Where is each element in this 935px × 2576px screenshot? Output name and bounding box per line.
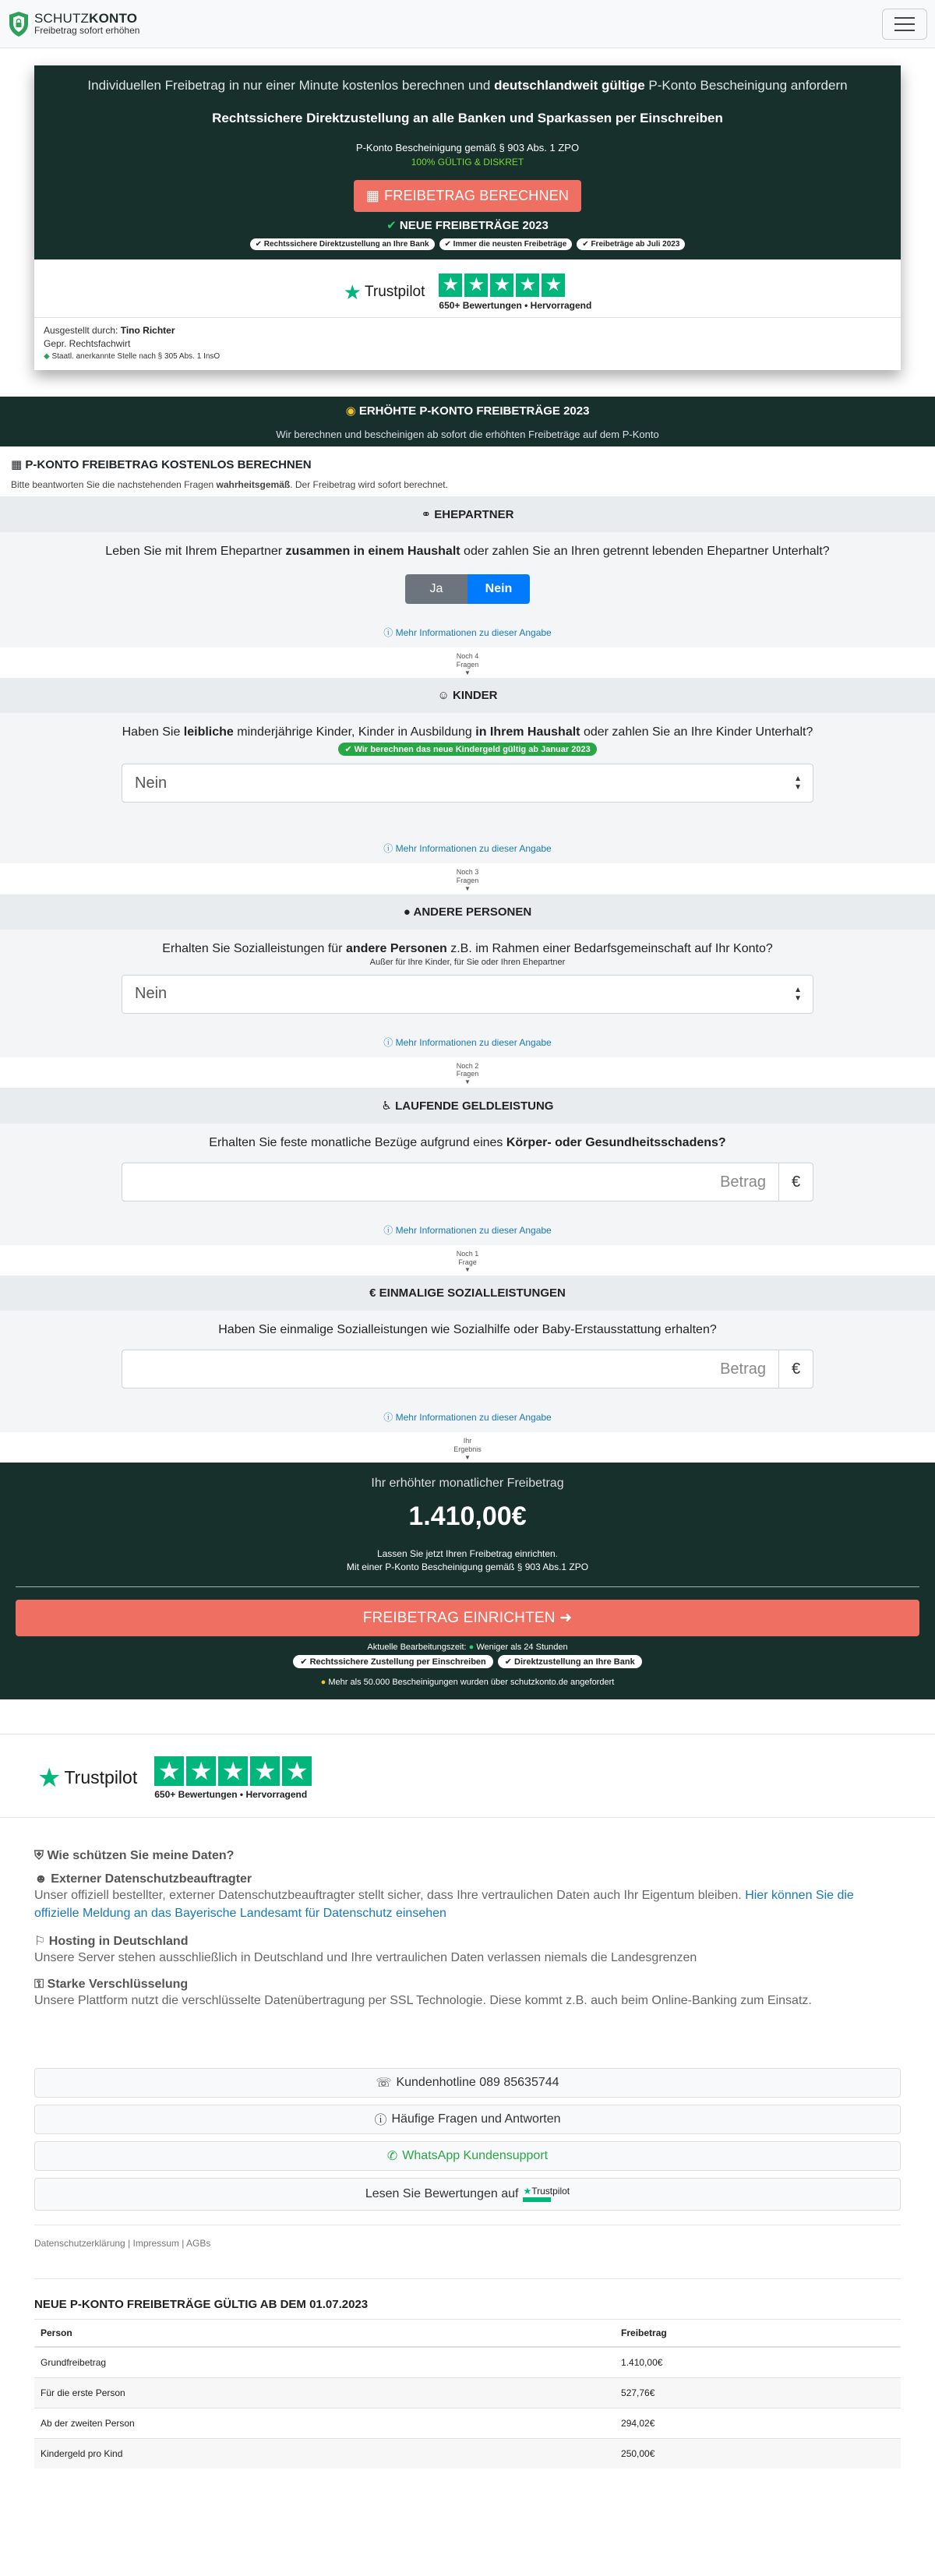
rating-text: 650+ Bewertungen • Hervorragend: [154, 1788, 308, 1800]
trustpilot-star-icon: ★: [37, 1763, 62, 1793]
trustpilot-mini-logo: ★Trustpilot: [523, 2186, 570, 2202]
question-benefit: Erhalten Sie feste monatliche Bezüge aufgrund eines Körper- oder Gesundheitsschadens?: [209, 1135, 726, 1149]
remaining-questions: Noch 2 Fragen ▼: [0, 1057, 935, 1088]
shield-icon: ⛨: [34, 1848, 44, 1862]
arrow-down-icon: ▼: [464, 885, 471, 893]
calculator-intro: ▦ P-KONTO FREIBETRAG KOSTENLOS BERECHNEN Bitte beantworten Sie die nachstehenden Fragen wahrheitsgemäß. Der Freibetrag wird sofort berechnet.: [11, 458, 448, 491]
info-icon: ⓘ: [383, 627, 393, 639]
star-icon: ★: [516, 273, 539, 297]
dpo-report-link[interactable]: Hier können Sie die offizielle Meldung an das Bayerische Landesamt für Datenschutz einsehen: [34, 1888, 854, 1920]
imprint-link[interactable]: Impressum: [132, 2237, 179, 2249]
kids-select[interactable]: Nein ▲ ▼: [122, 764, 813, 803]
section-spouse: [0, 532, 935, 648]
privacy-item: ☻ Externer Datenschutzbeauftragter Unser offiziell bestellter, externer Datenschutzbeauftragter stellt sicher, dass Ihre vertraulichen Daten auch Ihr Eigentum bleiben. Hier können Sie die offizielle Meldung an das Bayerische Landesamt für Datenschutz einsehen: [34, 1872, 854, 1920]
setup-allowance-button[interactable]: FREIBETRAG EINRICHTEN ➜: [16, 1600, 919, 1636]
question-circle-icon: ⓘ: [374, 2114, 387, 2128]
select-arrows-icon: ▲ ▼: [794, 775, 802, 792]
info-icon: ⓘ: [383, 843, 393, 855]
remaining-questions: Noch 3 Fragen ▼: [0, 863, 935, 894]
hamburger-line: [894, 23, 915, 25]
seal-icon: ◆: [44, 351, 50, 361]
section-benefit-header: ♿ LAUFENDE GELDLEISTUNG: [0, 1088, 935, 1124]
kindergeld-badge: ✔ Wir berechnen das neue Kindergeld gültig ab Januar 2023: [338, 743, 596, 756]
hamburger-icon: [894, 17, 915, 19]
more-info-link[interactable]: ⓘ Mehr Informationen zu dieser Angabe: [383, 1036, 552, 1048]
hero-legal: P-Konto Bescheinigung gemäß § 903 Abs. 1 ZPO: [355, 142, 580, 154]
check-circle-icon: ●: [320, 1677, 326, 1687]
request-count: ● Mehr als 50.000 Bescheinigungen wurden über schutzkonto.de angefordert: [320, 1677, 615, 1687]
privacy-item: ⚐ Hosting in Deutschland Unsere Server stehen ausschließlich in Deutschland und Ihre vertraulichen Daten verlassen niemals die Landesgrenzen: [34, 1935, 697, 1965]
star-icon: ★: [154, 1756, 184, 1786]
trustpilot-star-icon: ★: [523, 2185, 532, 2197]
rating-text: 650+ Bewertungen • Hervorragend: [439, 300, 592, 311]
result-label: Ihr erhöhter monatlicher Freibetrag: [371, 1477, 564, 1491]
star-icon: ★: [490, 273, 513, 297]
trustpilot-widget[interactable]: [34, 259, 901, 318]
result-text: Lassen Sie jetzt Ihren Freibetrag einrichten. Mit einer P-Konto Bescheinigung gemäß § 903 Abs.1 ZPO: [346, 1548, 589, 1573]
currency-addon: €: [779, 1163, 813, 1202]
question-others: Erhalten Sie Sozialleistungen für andere Personen z.B. im Rahmen einer Bedarfsgemeinschaft auf Ihr Konto?: [162, 941, 773, 955]
star-icon: ★: [464, 273, 488, 297]
hotline-button[interactable]: ☏ Kundenhotline 089 85635744: [34, 2068, 901, 2098]
trustpilot-logo: ★ Trustpilot: [343, 281, 425, 304]
currency-addon: €: [779, 1350, 813, 1389]
arrow-down-icon: ▼: [464, 669, 471, 676]
trustpilot-star-icon: ★: [343, 281, 362, 304]
question-spouse: Leben Sie mit Ihrem Ehepartner zusammen in einem Haushalt oder zahlen Sie an Ihren getrennt lebenden Ehepartner Unterhalt?: [105, 545, 830, 559]
band-text: Wir berechnen und bescheinigen ab sofort die erhöhten Freibeträge auf dem P-Konto: [276, 429, 659, 441]
table-row: Ab der zweiten Person 294,02€: [34, 2408, 901, 2438]
child-icon: ☺: [437, 689, 450, 703]
table-title: NEUE P-KONTO FREIBETRÄGE GÜLTIG AB DEM 01.07.2023: [34, 2297, 369, 2311]
terms-link[interactable]: AGBs: [186, 2237, 211, 2249]
more-info-link[interactable]: ⓘ Mehr Informationen zu dieser Angabe: [383, 843, 552, 855]
trustpilot-logo: ★ Trustpilot: [37, 1763, 138, 1793]
hero-card: [34, 65, 901, 370]
calculate-button-label: FREIBETRAG BERECHNEN: [384, 188, 570, 203]
calculator-icon: ▦: [365, 188, 380, 203]
processing-time: Aktuelle Bearbeitungszeit: ● Weniger als 24 Stunden: [367, 1642, 568, 1652]
wheelchair-icon: ♿: [381, 1099, 392, 1113]
pill: ✔ Rechtssichere Zustellung per Einschreiben: [293, 1655, 492, 1668]
brand-name: SCHUTZKONTO: [34, 11, 138, 26]
rating-stars: [439, 273, 591, 297]
rating-stars: [154, 1756, 312, 1786]
calculator-icon: ▦: [11, 458, 23, 472]
star-icon: ★: [542, 273, 565, 297]
info-icon: ⓘ: [383, 1224, 393, 1236]
remaining-questions: Noch 1 Frage ▼: [0, 1245, 935, 1276]
others-select[interactable]: Nein ▲ ▼: [122, 975, 813, 1014]
star-icon: ★: [439, 273, 462, 297]
info-icon: ⓘ: [383, 1036, 393, 1048]
flag-de-icon: ⚐: [34, 1935, 46, 1949]
table-header: Freibetrag: [615, 2319, 901, 2347]
users-icon: ●: [403, 905, 411, 919]
question-others-note: Außer für Ihre Kinder, für Sie oder Ihren Ehepartner: [369, 957, 566, 967]
table-header: Person: [34, 2319, 615, 2347]
result-panel: [0, 1463, 935, 1699]
select-arrows-icon: ▲ ▼: [794, 985, 802, 1003]
arrow-down-icon: ▼: [464, 1078, 471, 1086]
allowance-table-section: [34, 2278, 901, 2468]
rings-icon: ⚭: [421, 508, 432, 522]
check-circle-icon: ●: [468, 1642, 475, 1652]
star-icon: ★: [186, 1756, 216, 1786]
brand-logo[interactable]: [8, 11, 139, 37]
onetime-amount-input[interactable]: [122, 1350, 813, 1389]
pill: ✔ Immer die neusten Freibeträge: [439, 238, 573, 250]
remaining-questions: Noch 4 Fragen ▼: [0, 648, 935, 678]
whatsapp-icon: ✆: [386, 2149, 398, 2163]
hero-valid-note: 100% GÜLTIG & DISKRET: [411, 157, 524, 168]
more-info-link[interactable]: ⓘ Mehr Informationen zu dieser Angabe: [383, 627, 552, 639]
arrow-down-icon: ▼: [464, 1453, 471, 1461]
euro-icon: €: [369, 1286, 376, 1300]
result-amount: 1.410,00€: [408, 1501, 527, 1532]
footer-links: Datenschutzerklärung | Impressum | AGBs: [34, 2225, 901, 2249]
more-info-link[interactable]: ⓘ Mehr Informationen zu dieser Angabe: [383, 1224, 552, 1236]
user-shield-icon: ☻: [34, 1872, 48, 1886]
check-icon: ✔: [386, 219, 397, 232]
shield-check-icon: ◉: [345, 404, 356, 418]
table-row: Für die erste Person 527,76€: [34, 2377, 901, 2408]
privacy-item: ⚿ Starke Verschlüsselung Unsere Plattform nutzt die verschlüsselte Datenübertragung per SSL Technologie. Diese kommt z.B. auch beim Online-Banking zum Einsatz.: [34, 1978, 812, 2008]
pill: ✔ Direktzustellung an Ihre Bank: [498, 1655, 642, 1668]
menu-toggle-button[interactable]: [882, 9, 927, 40]
issuer-title: Gepr. Rechtsfachwirt: [44, 338, 131, 350]
hero-lead: Individuellen Freibetrag in nur einer Minute kostenlos berechnen und deutschlandweit gültige P-Konto Bescheinigung anfordern: [87, 78, 848, 93]
privacy-section: ⛨ Wie schützen Sie meine Daten? ☻ Externer Datenschutzbeauftragter Unser offiziell bestellter, externer Datenschutzbeauftragter stellt sicher, dass Ihre vertraulichen Daten auch Ihr Eigentum bleiben. Hier können Sie die offizielle Meldung an das Bayerische Landesamt für Datenschutz einsehen ⚐ Hosting in Deutschland Unsere Server stehen ausschließlich in Deutschland und Ihre vertraulichen Daten verlassen niemals die Landesgrenzen ⚿ Starke Verschlüsselung Unsere Plattform nutzt die verschlüsselte Datenübertragung per SSL Technologie. Diese kommt z.B. auch beim Online-Banking zum Einsatz.: [0, 1818, 935, 2037]
question-kids: Haben Sie leibliche minderjährige Kinder, Kinder in Ausbildung in Ihrem Haushalt oder zahlen Sie an Ihre Kinder Unterhalt?: [122, 725, 813, 739]
more-info-link[interactable]: ⓘ Mehr Informationen zu dieser Angabe: [383, 1412, 552, 1424]
reviews-button[interactable]: Lesen Sie Bewertungen auf ★Trustpilot: [34, 2178, 901, 2211]
hero-subtitle: Rechtssichere Direktzustellung an alle Banken und Sparkassen per Einschreiben: [212, 111, 723, 125]
pill: ✔ Rechtssichere Direktzustellung an Ihre Bank: [250, 238, 435, 250]
spouse-toggle: [405, 574, 530, 604]
privacy-policy-link[interactable]: Datenschutzerklärung: [34, 2237, 125, 2249]
issuer-info: Ausgestellt durch: Tino Richter Gepr. Rechtsfachwirt ◆ Staatl. anerkannte Stelle nach § 305 Abs. 1 InsO: [34, 318, 901, 370]
trustpilot-widget-bottom[interactable]: [0, 1734, 935, 1818]
section-onetime: [0, 1311, 935, 1432]
star-icon: ★: [282, 1756, 312, 1786]
hamburger-line: [894, 30, 915, 31]
allowance-table: [34, 2319, 901, 2468]
shield-logo-icon: [8, 11, 30, 37]
hero-new-rates: ✔ NEUE FREIBETRÄGE 2023: [386, 219, 549, 232]
section-benefit: [0, 1124, 935, 1245]
result-hint: Ihr Ergebnis ▼: [0, 1432, 935, 1463]
arrow-right-icon: ➜: [559, 1609, 573, 1626]
section-kids-header: ☺ KINDER: [0, 678, 935, 713]
contact-buttons: [0, 2037, 935, 2211]
section-kids: [0, 713, 935, 863]
spouse-yes-button[interactable]: Ja: [405, 574, 468, 604]
whatsapp-button[interactable]: ✆ WhatsApp Kundensupport: [34, 2141, 901, 2171]
section-others-header: ● ANDERE PERSONEN: [0, 895, 935, 930]
hero-pills: [50, 238, 885, 250]
faq-button[interactable]: ⓘ Häufige Fragen und Antworten: [34, 2105, 901, 2134]
spouse-no-button[interactable]: Nein: [468, 574, 530, 604]
onetime-amount-field[interactable]: Betrag: [122, 1350, 779, 1389]
star-icon: ★: [218, 1756, 248, 1786]
result-pills: [16, 1655, 919, 1668]
navbar: [0, 0, 935, 48]
table-row: Grundfreibetrag 1.410,00€: [34, 2347, 901, 2378]
info-icon: ⓘ: [383, 1412, 393, 1424]
table-row: Kindergeld pro Kind 250,00€: [34, 2438, 901, 2468]
brand-tagline: Freibetrag sofort erhöhen: [34, 25, 140, 37]
section-others: [0, 930, 935, 1057]
calculate-button[interactable]: [354, 180, 581, 212]
benefit-amount-input[interactable]: [122, 1163, 813, 1202]
arrow-down-icon: ▼: [464, 1266, 471, 1274]
section-onetime-header: € EINMALIGE SOZIALLEISTUNGEN: [0, 1276, 935, 1311]
phone-icon: ☏: [376, 2076, 392, 2090]
pill: ✔ Freibeträge ab Juli 2023: [577, 238, 685, 250]
question-onetime: Haben Sie einmalige Sozialleistungen wie Sozialhilfe oder Baby-Erstausstattung erhalten?: [218, 1323, 717, 1337]
section-spouse-header: ⚭ EHEPARTNER: [0, 496, 935, 532]
star-icon: ★: [250, 1756, 280, 1786]
info-band: ◉ ERHÖHTE P-KONTO FREIBETRÄGE 2023 Wir berechnen und bescheinigen ab sofort die erhöhten Freibeträge auf dem P-Konto: [0, 397, 935, 446]
lock-icon: ⚿: [34, 1978, 44, 1992]
benefit-amount-field[interactable]: Betrag: [122, 1163, 779, 1202]
